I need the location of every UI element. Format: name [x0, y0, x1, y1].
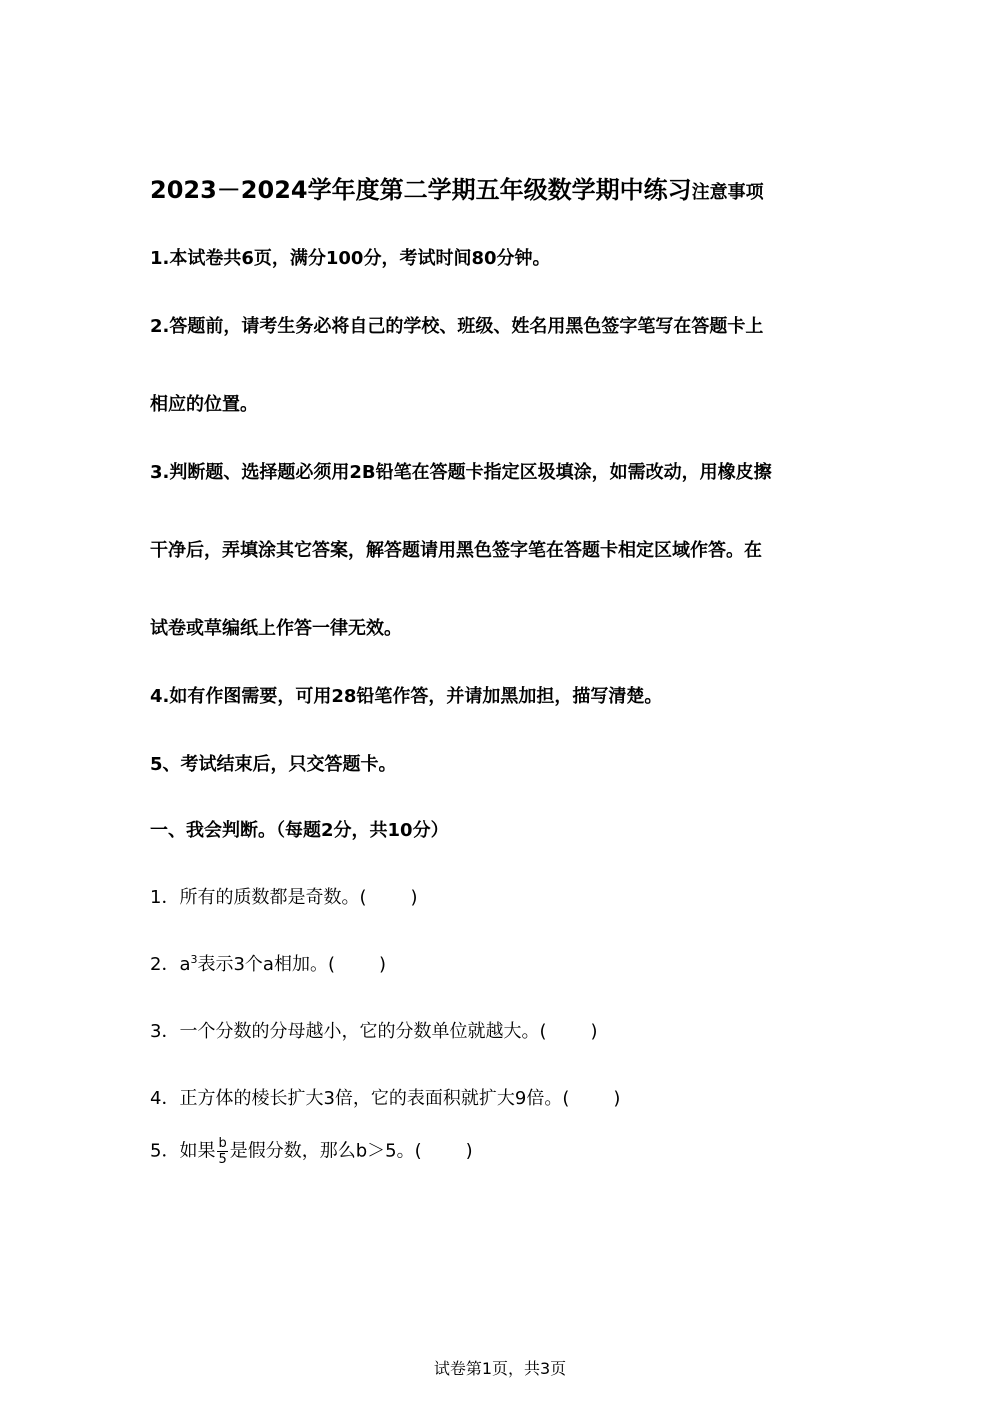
- note-line-2: 2.答题前，请考生务必将自己的学校、班级、姓名用黑色签字笔写在答题卡上: [150, 316, 764, 337]
- section-heading: 一、我会判断。（每题2分，共10分）: [150, 820, 449, 841]
- question-4-text: 4．正方体的棱长扩大3倍，它的表面积就扩大9倍。(: [150, 1088, 570, 1109]
- note-line-4: 4.如有作图需要，可用28铅笔作答，并请加黑加担，描写清楚。: [150, 686, 663, 707]
- exam-title: 2023－2024学年度第二学期五年级数学期中练习: [150, 176, 692, 204]
- question-1-close: ): [410, 887, 418, 908]
- question-2-close: ): [379, 954, 387, 975]
- question-3-text: 3．一个分数的分母越小，它的分数单位就越大。(: [150, 1021, 547, 1042]
- question-2-exponent: 3: [190, 953, 198, 966]
- note-line-5: 5、考试结束后，只交答题卡。: [150, 754, 397, 775]
- notes-heading: 注意事项: [691, 182, 764, 203]
- question-1-text: 1．所有的质数都是奇数。(: [150, 887, 367, 908]
- note-line-2-cont: 相应的位置。: [150, 394, 258, 415]
- fraction-b-over-5: [217, 1136, 227, 1167]
- question-4-close: ): [613, 1088, 621, 1109]
- question-5-prefix: 5．如果: [150, 1140, 216, 1162]
- question-3: [150, 1017, 598, 1043]
- note-line-3-cont-2: 试卷或草编纸上作答一律无效。: [150, 618, 402, 639]
- fraction-denominator: 5: [218, 1152, 227, 1167]
- note-line-3-cont-1: 干净后，弄填涂其它答案，解答题请用黑色签字笔在答题卡相定区域作答。在: [150, 540, 762, 561]
- question-3-close: ): [590, 1021, 598, 1042]
- question-4: [150, 1084, 620, 1110]
- page-footer: 试卷第1页，共3页: [433, 1359, 567, 1378]
- question-5-close: ): [465, 1140, 473, 1162]
- page-title: [150, 170, 764, 205]
- note-line-1: 1.本试卷共6页，满分100分，考试时间80分钟。: [150, 248, 551, 269]
- question-2-text: 表示3个a相加。(: [197, 954, 335, 975]
- question-2: [150, 950, 386, 976]
- question-5: [150, 1136, 473, 1167]
- question-1: [150, 883, 418, 909]
- note-line-3: 3.判断题、选择题必须用2B铅笔在答题卡指定区圾填涂，如需改动，用橡皮擦: [150, 462, 772, 483]
- fraction-numerator: b: [218, 1136, 227, 1151]
- question-5-text: 是假分数，那么b＞5。(: [229, 1140, 422, 1162]
- question-2-prefix: 2．a: [150, 954, 191, 975]
